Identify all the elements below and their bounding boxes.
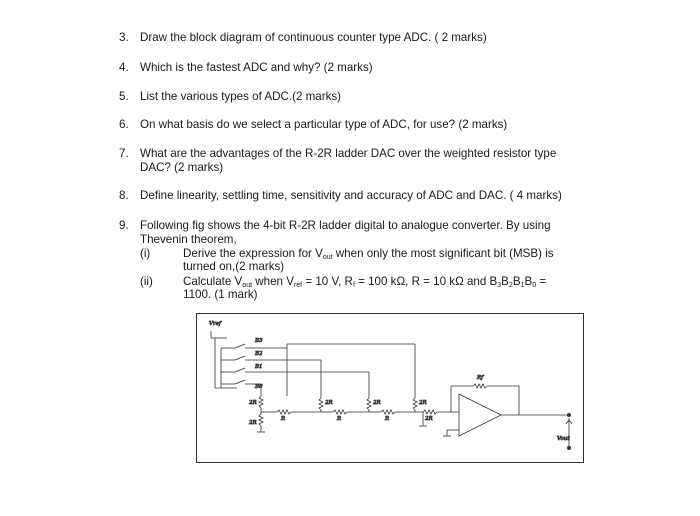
question-number: 5. (119, 90, 129, 103)
text-segment: when only the most significant bit (MSB) is (332, 247, 554, 260)
resistor-label: 2R (419, 400, 427, 406)
bit-label-b3: B3 (255, 338, 263, 344)
question-number: 4. (119, 61, 129, 74)
question-number: 8. (119, 189, 129, 202)
subpart-number: (i) (140, 247, 151, 260)
resistor-label: 2R (425, 416, 433, 422)
resistor-2r (413, 398, 427, 410)
resistor-r (333, 410, 347, 422)
circuit-diagram (197, 314, 583, 462)
subpart-number: (ii) (140, 275, 153, 288)
resistor-label: R (281, 416, 286, 422)
question-text-line1: Following fig shows the 4-bit R-2R ladder digital to analogue converter. By using (140, 219, 551, 232)
text-segment: B (524, 275, 533, 288)
subscript: 3 (497, 282, 502, 289)
output-terminal (567, 413, 570, 416)
subscript: out (242, 282, 253, 289)
question-number: 9. (119, 219, 129, 232)
resistor-r (381, 410, 395, 422)
question-text: Draw the block diagram of continuous counter type ADC. ( 2 marks) (140, 31, 487, 44)
text-segment: B (512, 275, 521, 288)
text-segment: turned on,(2 marks) (183, 260, 285, 273)
subscript: 2 (508, 282, 513, 289)
subscript: 0 (532, 282, 537, 289)
r2r-ladder-dac-figure (196, 313, 584, 463)
resistor-label: 2R (249, 420, 257, 426)
text-segment: = (536, 275, 547, 288)
subpart-text (183, 247, 603, 273)
question-number: 3. (119, 31, 129, 44)
rf-label: Rf (477, 375, 484, 381)
subscript: 1 (520, 282, 525, 289)
vref-label: Vref (209, 321, 221, 327)
text-segment: 1100. (1 mark) (183, 288, 258, 301)
question-text (140, 219, 600, 246)
resistor-label: 2R (373, 400, 381, 406)
resistor-label: R (385, 416, 390, 422)
bit-label-b0: B0 (255, 384, 263, 390)
resistor-label: 2R (325, 400, 333, 406)
subpart-text (183, 275, 603, 301)
subscript: ref (293, 282, 303, 289)
question-text: List the various types of ADC.(2 marks) (140, 90, 342, 103)
resistor-2r (248, 414, 263, 426)
resistor-2r (248, 396, 263, 408)
output-terminal (567, 446, 570, 449)
vout-label: Vout (557, 436, 570, 442)
text-segment: Derive the expression for V (183, 247, 323, 260)
text-segment: B (501, 275, 509, 288)
bit-switch (221, 338, 287, 348)
question-text-line1: What are the advantages of the R-2R ladder DAC over the weighted resistor type (140, 147, 557, 160)
resistor-label: R (337, 416, 342, 422)
feedback-resistor-rf (473, 375, 487, 388)
bit-switch (221, 364, 287, 372)
question-number: 6. (119, 118, 129, 131)
resistor-r (277, 410, 291, 422)
question-number: 7. (119, 147, 129, 160)
text-segment: Calculate V (183, 275, 243, 288)
bit-switch (221, 351, 287, 360)
text-segment: = 100 kΩ, R = 10 kΩ and B (354, 275, 498, 288)
resistor-2r-terminal (423, 410, 437, 422)
bit-label-b1: B1 (255, 364, 263, 370)
resistor-label: 2R (249, 400, 257, 406)
bit-switch (221, 380, 263, 390)
text-segment: when V (252, 275, 294, 288)
question-text-line2: Thevenin theorem, (140, 232, 237, 246)
question-text (140, 147, 600, 174)
question-text: On what basis do we select a particular type of ADC, for use? (2 marks) (140, 118, 508, 131)
question-text: Define linearity, settling time, sensitivity and accuracy of ADC and DAC. ( 4 marks) (140, 189, 562, 202)
question-text-line2: DAC? (2 marks) (140, 160, 224, 174)
resistor-2r (319, 398, 333, 410)
subscript: f (352, 282, 355, 289)
bit-label-b2: B2 (255, 351, 263, 357)
text-segment: = 10 V, R (302, 275, 353, 288)
op-amp (459, 394, 501, 436)
subscript: out (322, 254, 333, 261)
resistor-2r (367, 398, 381, 410)
question-text: Which is the fastest ADC and why? (2 marks) (140, 61, 373, 74)
